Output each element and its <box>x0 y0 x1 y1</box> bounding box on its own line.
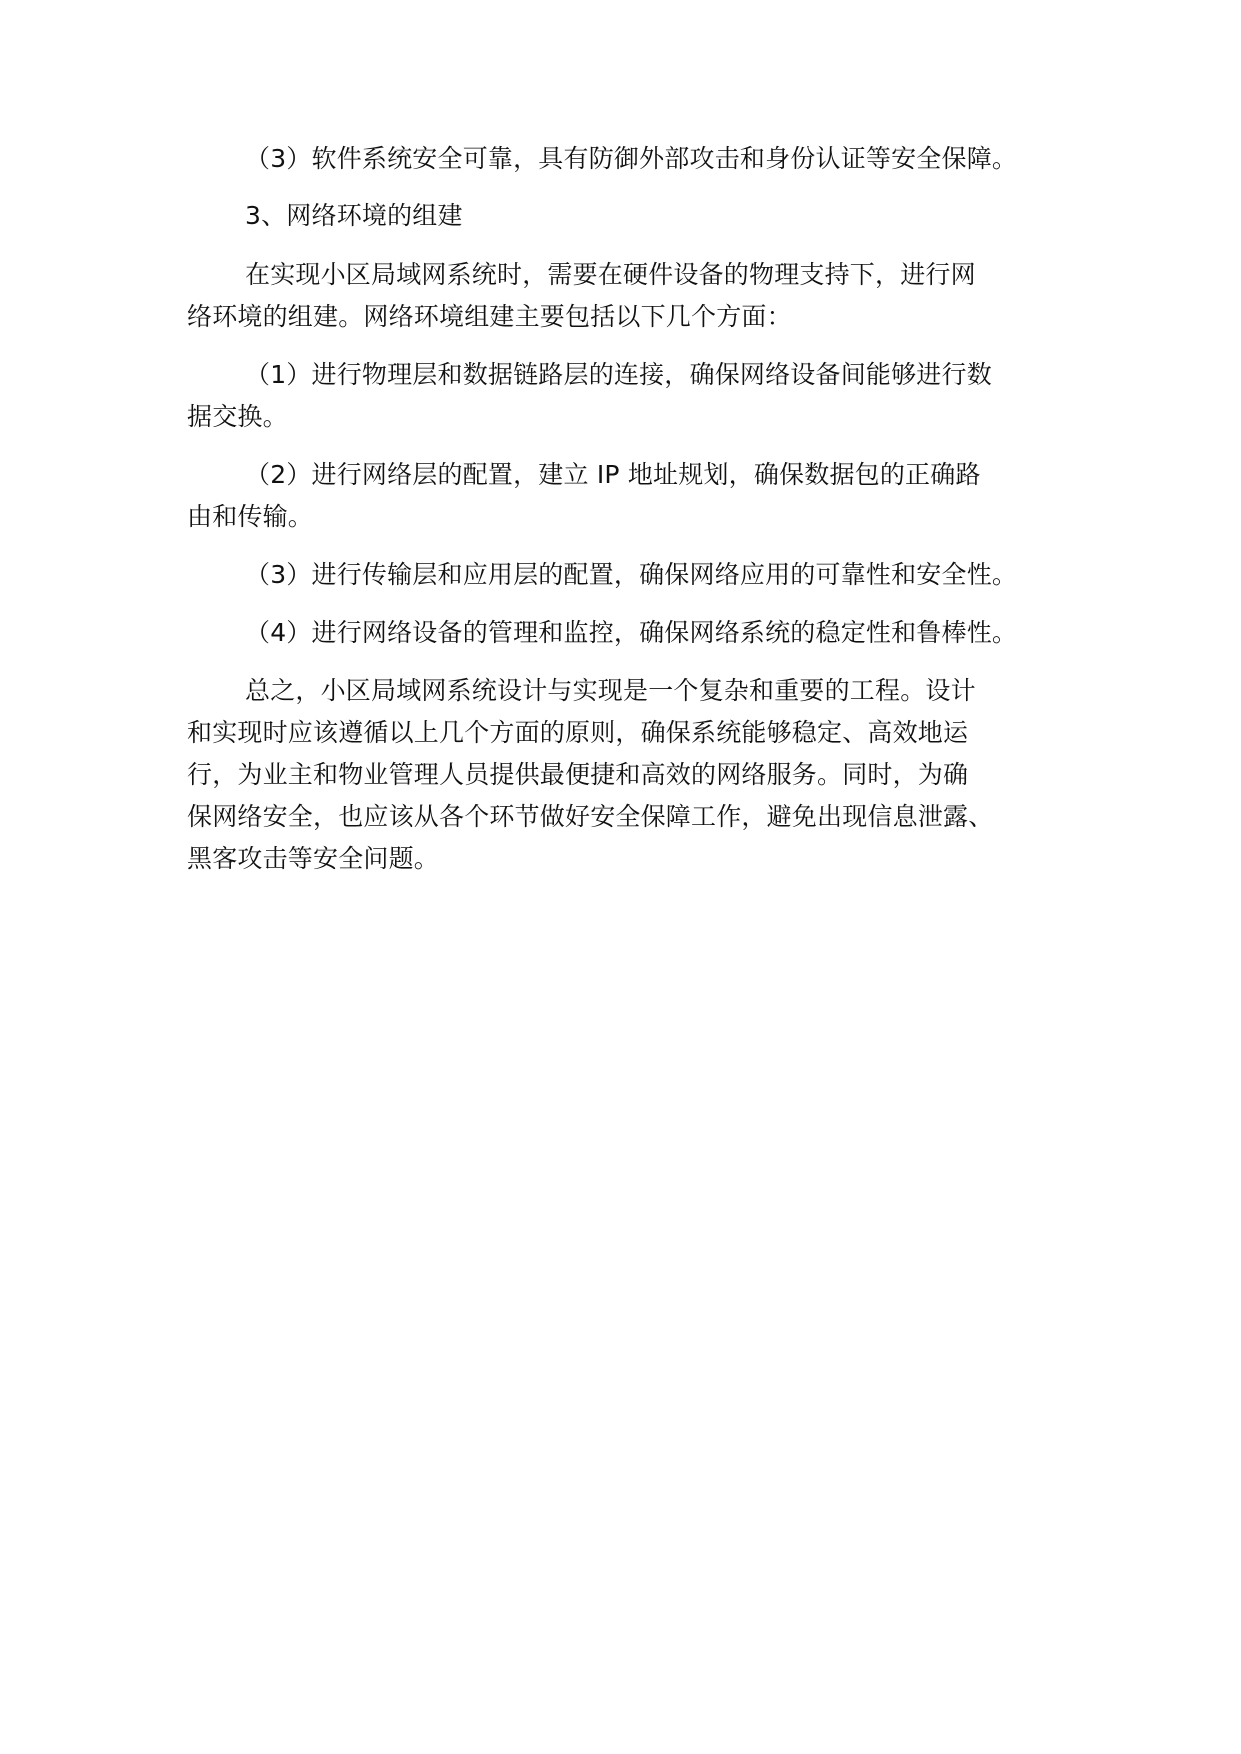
section-heading-network-setup: 3、网络环境的组建 <box>245 201 463 230</box>
paragraph-summary-line-3: 行，为业主和物业管理人员提供最便捷和高效的网络服务。同时，为确 <box>187 760 969 789</box>
paragraph-summary-line-2: 和实现时应该遵循以上几个方面的原则，确保系统能够稳定、高效地运 <box>187 718 969 747</box>
paragraph-item-4: （4）进行网络设备的管理和监控，确保网络系统的稳定性和鲁棒性。 <box>245 618 1018 647</box>
paragraph-item-2-line-2: 由和传输。 <box>187 502 314 531</box>
paragraph-item-1-line-2: 据交换。 <box>187 402 288 431</box>
paragraph-item-2-line-1: （2）进行网络层的配置，建立 IP 地址规划，确保数据包的正确路 <box>245 460 981 489</box>
paragraph-summary-line-4: 保网络安全，也应该从各个环节做好安全保障工作，避免出现信息泄露、 <box>187 802 994 831</box>
paragraph-security-item-3: （3）软件系统安全可靠，具有防御外部攻击和身份认证等安全保障。 <box>245 144 1018 173</box>
paragraph-intro-line-2: 络环境的组建。网络环境组建主要包括以下几个方面： <box>187 302 792 331</box>
paragraph-item-1-line-1: （1）进行物理层和数据链路层的连接，确保网络设备间能够进行数 <box>245 360 992 389</box>
paragraph-summary-line-1: 总之，小区局域网系统设计与实现是一个复杂和重要的工程。设计 <box>245 676 976 705</box>
paragraph-item-3: （3）进行传输层和应用层的配置，确保网络应用的可靠性和安全性。 <box>245 560 1018 589</box>
paragraph-intro-line-1: 在实现小区局域网系统时，需要在硬件设备的物理支持下，进行网 <box>245 260 976 289</box>
paragraph-summary-line-5: 黑客攻击等安全问题。 <box>187 844 440 873</box>
